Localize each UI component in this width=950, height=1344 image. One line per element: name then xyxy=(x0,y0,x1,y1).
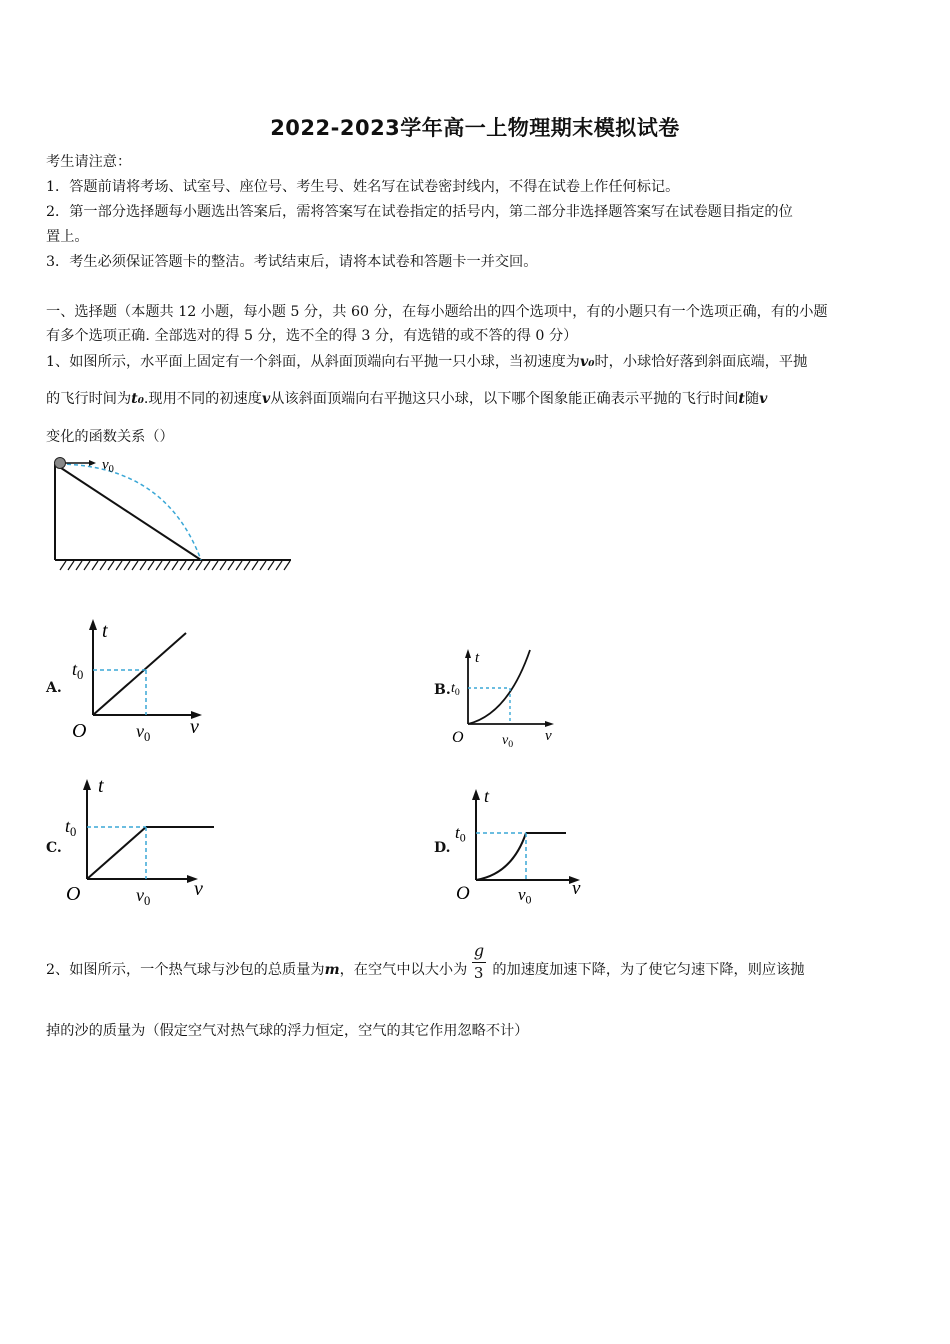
q2-text-line-1 xyxy=(46,941,908,982)
y-axis-label: t xyxy=(98,775,104,797)
origin-label: O xyxy=(66,883,81,905)
t0-label: $t_0$ xyxy=(72,659,84,682)
t0-label: $t_0$ xyxy=(455,823,466,845)
section-1-intro-line-2: 有多个选项正确. 全部选对的得 5 分，选不全的得 3 分，有选错的或不答的得 0 分） xyxy=(46,328,578,344)
q1-text: 1、如图所示，水平面上固定有一个斜面，从斜面顶端向右平抛一只小球，当初速度为 xyxy=(46,354,580,370)
fraction-g-over-3 xyxy=(472,941,488,982)
q1-var-t: t xyxy=(738,391,745,407)
v0-label: $v_0$ xyxy=(136,885,151,908)
fraction-denominator: 3 xyxy=(473,964,484,982)
notice-heading: 考生请注意： xyxy=(46,154,132,170)
t-v-curve xyxy=(476,833,526,880)
q1-var-v: v xyxy=(261,391,271,407)
y-axis-label: t xyxy=(475,650,480,666)
q1-text-line-3: 变化的函数关系（） xyxy=(46,429,174,445)
t-v-line-rising xyxy=(87,827,146,879)
x-axis-label: v xyxy=(545,728,552,744)
q1-var-v0: v₀ xyxy=(579,354,595,370)
notice-item-1: 1．答题前请将考场、试室号、座位号、考生号、姓名写在试卷密封线内，不得在试卷上作任何标记。 xyxy=(46,179,680,195)
option-a-graph[interactable] xyxy=(66,615,216,745)
q2-text: ，在空气中以大小为 xyxy=(339,962,468,978)
option-c-graph[interactable] xyxy=(64,770,214,910)
origin-label: O xyxy=(456,883,470,904)
q1-text: 从该斜面顶端向右平抛这只小球，以下哪个图象能正确表示平抛的飞行时间 xyxy=(270,391,739,407)
y-axis-arrow xyxy=(83,779,91,790)
t-v-line xyxy=(93,633,186,715)
velocity-label: $v_0$ xyxy=(102,457,114,476)
origin-label: O xyxy=(452,729,464,746)
notice-item-3: 3．考生必须保证答题卡的整洁。考试结束后，请将本试卷和答题卡一并交回。 xyxy=(46,254,538,270)
option-d-graph[interactable] xyxy=(452,782,592,908)
q1-text: 时，小球恰好落到斜面底端，平抛 xyxy=(594,354,808,370)
x-axis-arrow xyxy=(545,721,554,727)
q1-var-v: v xyxy=(759,391,768,407)
origin-label: O xyxy=(72,720,87,742)
q2-text: 的加速度加速下降，为了使它匀速下降，则应该抛 xyxy=(492,962,805,978)
q1-text: .现用不同的初速度 xyxy=(143,391,262,407)
option-c-label[interactable]: C. xyxy=(46,840,62,856)
q2-text: 2、如图所示，一个热气球与沙包的总质量为 xyxy=(46,962,325,978)
option-a-label[interactable]: A. xyxy=(46,680,62,696)
velocity-arrowhead xyxy=(89,460,96,466)
q2-text-line-2: 掉的沙的质量为（假定空气对热气球的浮力恒定，空气的其它作用忽略不计） xyxy=(46,1023,529,1039)
q1-var-t0: t₀ xyxy=(131,391,144,407)
y-axis-arrow xyxy=(465,649,471,658)
q1-text: 随 xyxy=(744,391,760,407)
y-axis-arrow xyxy=(472,789,480,800)
q1-text-line-2 xyxy=(46,389,908,409)
notice-item-2: 2．第一部分选择题每小题选出答案后，需将答案写在试卷指定的括号内，第二部分非选择题答案写在试卷题目指定的位 xyxy=(46,204,793,220)
ground-hatching xyxy=(60,561,290,570)
x-axis-label: v xyxy=(190,716,199,738)
ball xyxy=(55,458,66,469)
section-1-intro-line-1: 一、选择题（本题共 12 小题，每小题 5 分，共 60 分，在每小题给出的四个选项中，有的小题只有一个选项正确，有的小题 xyxy=(46,304,828,320)
incline-figure xyxy=(46,452,296,574)
t0-label: $t_0$ xyxy=(451,681,460,698)
t0-label: $t_0$ xyxy=(65,816,77,839)
q1-text-line-1 xyxy=(46,352,908,372)
y-axis-arrow xyxy=(89,619,97,630)
option-b-label[interactable]: B. xyxy=(434,682,451,698)
y-axis-label: t xyxy=(102,620,108,642)
x-axis-label: v xyxy=(194,878,203,900)
q1-text: 的飞行时间为 xyxy=(46,391,132,407)
q2-var-m: m xyxy=(324,962,340,978)
fraction-numerator: g xyxy=(473,941,485,960)
option-d-label[interactable]: D. xyxy=(434,840,451,856)
y-axis-label: t xyxy=(484,786,490,806)
v0-label: $v_0$ xyxy=(518,885,532,907)
v0-label: $v_0$ xyxy=(502,733,514,750)
option-b-graph[interactable] xyxy=(448,642,563,750)
x-axis-label: v xyxy=(572,878,581,899)
notice-item-2-cont: 置上。 xyxy=(46,229,89,245)
page-title: 2022-2023学年高一上物理期末模拟试卷 xyxy=(270,116,680,140)
v0-label: $v_0$ xyxy=(136,721,151,744)
